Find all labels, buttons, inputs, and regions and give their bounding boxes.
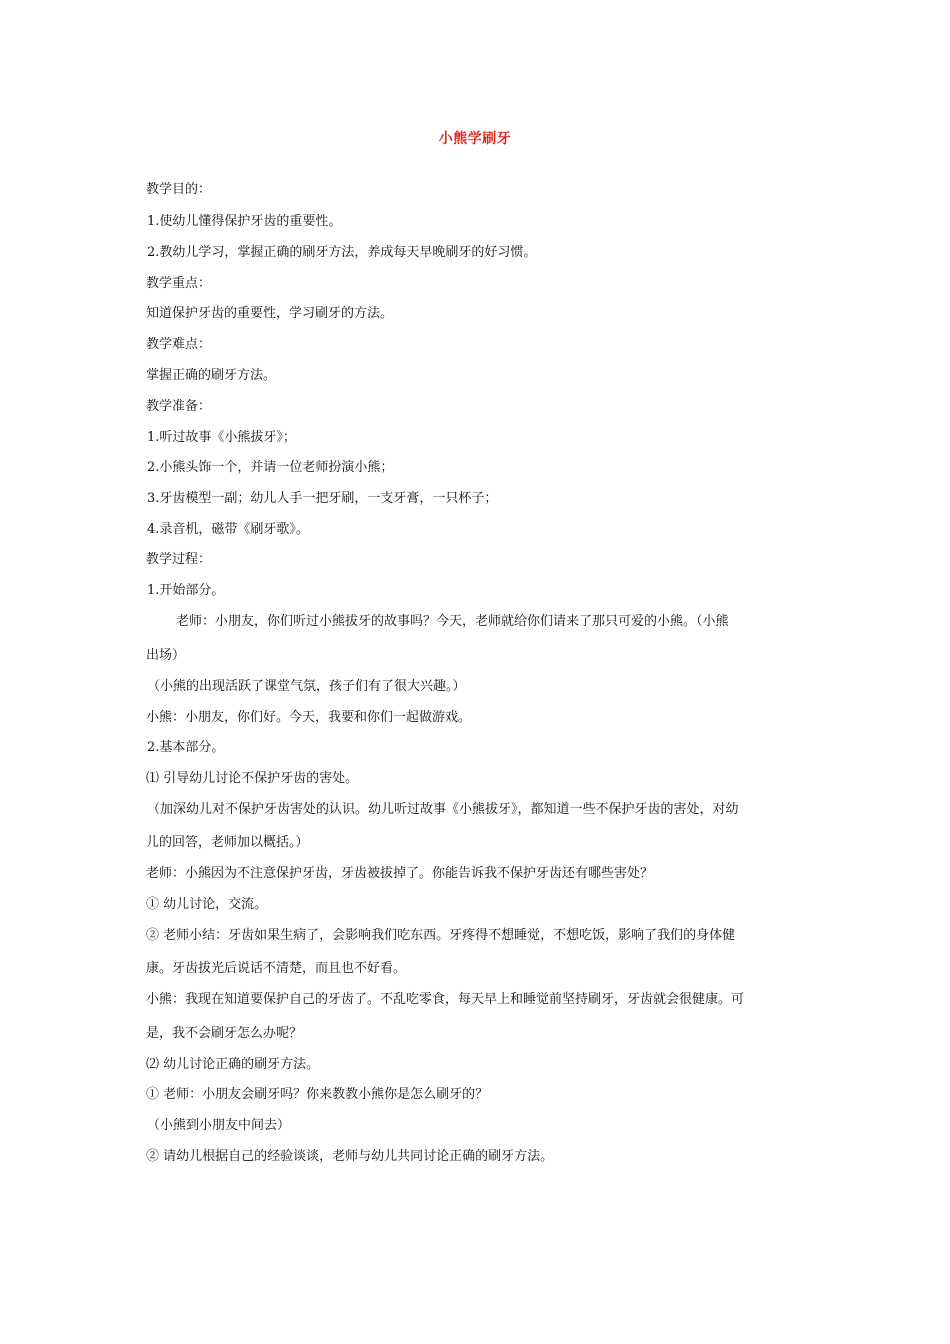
list-item: ② 老师小结：牙齿如果生病了，会影响我们吃东西。牙疼得不想睡觉，不想吃饭，影响了我们的身体健 <box>146 928 736 943</box>
preparation-item-2: 2.小熊头饰一个，并请一位老师扮演小熊； <box>147 460 394 475</box>
paragraph-line: 小熊：我现在知道要保护自己的牙齿了。不乱吃零食，每天早上和睡觉前坚持刷牙，牙齿就会很健康。可 <box>146 992 745 1007</box>
section-heading-preparation: 教学准备： <box>146 399 212 414</box>
objective-item-1: 1.使幼儿懂得保护牙齿的重要性。 <box>147 214 342 229</box>
paragraph-line: 儿的回答，老师加以概括。） <box>146 835 309 850</box>
paragraph-line: （小熊的出现活跃了课堂气氛，孩子们有了很大兴趣。） <box>147 679 466 694</box>
paragraph-line: 老师：小朋友，你们听过小熊拔牙的故事吗？今天，老师就给你们请来了那只可爱的小熊。（小熊 <box>176 614 729 629</box>
process-step-1: 1.开始部分。 <box>147 583 225 598</box>
preparation-item-1: 1.听过故事《小熊拔牙》； <box>147 430 296 445</box>
section-heading-difficulties: 教学难点： <box>146 337 212 352</box>
difficulties-text: 掌握正确的刷牙方法。 <box>146 368 277 383</box>
paragraph-line: （小熊到小朋友中间去） <box>147 1118 291 1133</box>
paragraph-line: （加深幼儿对不保护牙齿害处的认识。幼儿听过故事《小熊拔牙》，都知道一些不保护牙齿的害处，对幼 <box>147 802 739 817</box>
paragraph-line: 小熊：小朋友，你们好。今天，我要和你们一起做游戏。 <box>146 710 472 725</box>
process-step-2: 2.基本部分。 <box>147 740 225 755</box>
list-item: ① 老师：小朋友会刷牙吗？你来教教小熊你是怎么刷牙的？ <box>146 1087 489 1102</box>
key-points-text: 知道保护牙齿的重要性，学习刷牙的方法。 <box>146 306 394 321</box>
paragraph-line: 康。牙齿拔光后说话不清楚，而且也不好看。 <box>146 961 407 976</box>
section-heading-key-points: 教学重点： <box>146 276 212 291</box>
sub-step-2: ⑵ 幼儿讨论正确的刷牙方法。 <box>146 1057 320 1072</box>
objective-item-2: 2.教幼儿学习，掌握正确的刷牙方法，养成每天早晚刷牙的好习惯。 <box>147 245 537 260</box>
document-title: 小熊学刷牙 <box>438 131 512 147</box>
sub-step-1: ⑴ 引导幼儿讨论不保护牙齿的害处。 <box>146 771 359 786</box>
section-heading-process: 教学过程： <box>146 552 212 567</box>
paragraph-line: 出场） <box>146 648 186 663</box>
section-heading-objectives: 教学目的： <box>146 182 212 197</box>
paragraph-line: 老师：小熊因为不注意保护牙齿，牙齿被拔掉了。你能告诉我不保护牙齿还有哪些害处？ <box>146 866 654 881</box>
preparation-item-4: 4.录音机，磁带《刷牙歌》。 <box>147 522 309 537</box>
paragraph-line: 是，我不会刷牙怎么办呢？ <box>146 1026 303 1041</box>
preparation-item-3: 3.牙齿模型一副；幼儿人手一把牙刷，一支牙膏，一只杯子； <box>147 491 498 506</box>
list-item: ② 请幼儿根据自己的经验谈谈，老师与幼儿共同讨论正确的刷牙方法。 <box>146 1149 554 1164</box>
list-item: ① 幼儿讨论，交流。 <box>146 897 268 912</box>
